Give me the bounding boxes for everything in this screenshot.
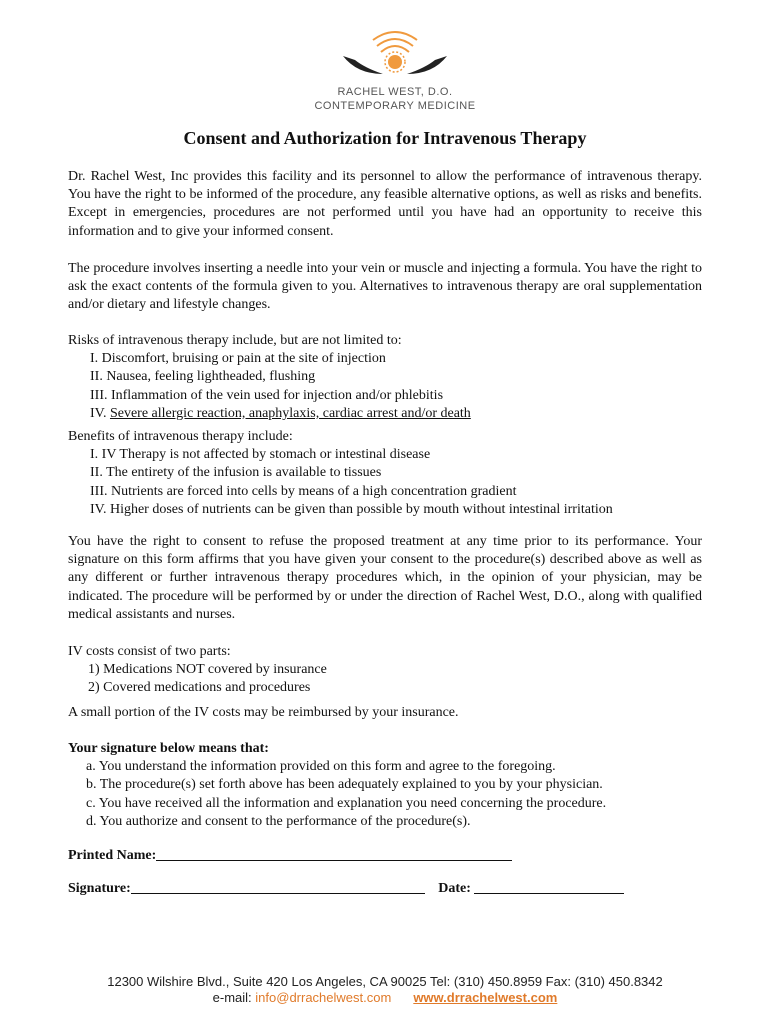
costs-section: [68, 643, 459, 722]
signature-row: [68, 879, 624, 898]
risks-heading: Risks of intravenous therapy include, but are not limited to:: [68, 333, 402, 348]
costs-note: A small portion of the IV costs may be reimbursed by your insurance.: [68, 704, 459, 720]
page-title: Consent and Authorization for Intravenous Therapy: [183, 128, 587, 148]
email-label: e-mail:: [212, 990, 256, 1005]
sun-wings-logo-icon: [335, 22, 455, 86]
signature-field[interactable]: [131, 879, 425, 894]
signature-meaning-section: [68, 740, 606, 831]
signature-meaning-item: b. The procedure(s) set forth above has been adequately explained to you by your physician.: [86, 777, 603, 793]
cost-item: 1) Medications NOT covered by insurance: [88, 662, 327, 678]
risk-item: II. Nausea, feeling lightheaded, flushing: [90, 369, 316, 385]
cost-item: 2) Covered medications and procedures: [88, 680, 311, 696]
clinic-logo: [300, 22, 490, 122]
footer-contact: [0, 990, 770, 1005]
risk-item: III. Inflammation of the vein used for injection and/or phlebitis: [90, 387, 444, 403]
intro-paragraph: Dr. Rachel West, Inc provides this facility and its personnel to allow the performance of intravenous therapy. You have the right to be informed of the procedure, any feasible alternative options, as well as risks and benefits. Except in emergencies, procedures are not performed until you have had an opportunity to receive this information and to give your informed consent.: [68, 169, 702, 239]
costs-heading: IV costs consist of two parts:: [68, 644, 231, 659]
procedure-paragraph: The procedure involves inserting a needle into your vein or muscle and injecting a formula. You have the right to ask the exact contents of the formula given to you. Alternatives to intravenous therapy are oral supplementation and/or dietary and lifestyle changes.: [68, 261, 702, 313]
printed-name-field[interactable]: [156, 846, 512, 861]
benefits-heading: Benefits of intravenous therapy include:: [68, 429, 293, 444]
email-link[interactable]: info@drrachelwest.com: [255, 990, 392, 1005]
logo-line-1: RACHEL WEST, D.O.: [337, 86, 453, 98]
signature-label: Signature:: [68, 881, 131, 896]
signature-meaning-item: d. You authorize and consent to the performance of the procedure(s).: [86, 813, 471, 829]
benefit-item: II. The entirety of the infusion is available to tissues: [90, 465, 382, 481]
risk-item-prefix: IV.: [90, 405, 110, 421]
signature-meaning-item: c. You have received all the information and explanation you need concerning the procedure.: [86, 795, 607, 811]
risk-item: I. Discomfort, bruising or pain at the site of injection: [90, 351, 386, 367]
printed-name-label: Printed Name:: [68, 848, 157, 863]
benefit-item: IV. Higher doses of nutrients can be given than possible by mouth without intestinal irritation: [90, 501, 613, 517]
risk-item: [68, 405, 471, 423]
printed-name-row: [68, 846, 512, 865]
benefit-item: I. IV Therapy is not affected by stomach or intestinal disease: [90, 447, 431, 463]
date-field[interactable]: [474, 879, 624, 894]
website-link[interactable]: www.drrachelwest.com: [413, 990, 558, 1005]
risk-item-underlined: Severe allergic reaction, anaphylaxis, cardiac arrest and/or death: [109, 405, 471, 421]
logo-line-2: CONTEMPORARY MEDICINE: [314, 100, 476, 112]
risks-section: [68, 332, 471, 423]
footer-address: 12300 Wilshire Blvd., Suite 420 Los Angeles, CA 90025 Tel: (310) 450.8959 Fax: (310) 450.8342: [107, 974, 663, 989]
signature-meaning-item: a. You understand the information provided on this form and agree to the foregoing.: [86, 759, 556, 775]
rights-paragraph: You have the right to consent to refuse the proposed treatment at any time prior to its performance. Your signature on this form affirms that you have given your consent to the procedure(s) described above as well as any different or further intravenous therapy procedures which, in the opinion of your physician, may be indicated. The procedure will be performed by or under the direction of Rachel West, D.O., along with qualified medical assistants and nurses.: [68, 534, 702, 622]
benefits-section: [68, 428, 613, 519]
signature-meaning-heading: Your signature below means that:: [68, 741, 269, 756]
date-label: Date:: [438, 881, 471, 896]
benefit-item: III. Nutrients are forced into cells by means of a high concentration gradient: [90, 483, 517, 499]
